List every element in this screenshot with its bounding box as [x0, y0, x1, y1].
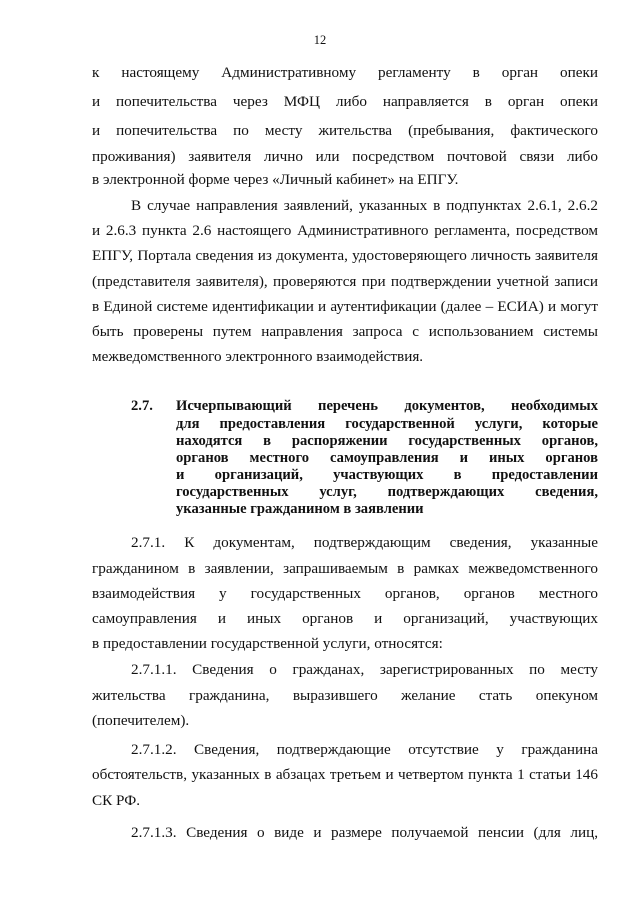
- text-line: в электронной форме через «Личный кабинет» на ЕПГУ.: [92, 171, 459, 188]
- text-line: в предоставлении государственной услуги, относятся:: [92, 635, 443, 652]
- section-number: 2.7.: [131, 398, 153, 414]
- heading-line: Исчерпывающий перечень документов, необходимых: [176, 398, 598, 414]
- text-line: (представителя заявителя), проверяются при подтверждении учетной записи: [92, 273, 598, 290]
- text-line: В случае направления заявлений, указанных в подпунктах 2.6.1, 2.6.2: [131, 197, 598, 214]
- text-line: межведомственного электронного взаимодействия.: [92, 348, 424, 365]
- text-line: 2.7.1.2. Сведения, подтверждающие отсутствие у гражданина: [131, 741, 598, 758]
- heading-line: государственных услуг, подтверждающих сведения,: [176, 484, 598, 500]
- text-line: и 2.6.3 пункта 2.6 настоящего Административного регламента, посредством: [92, 222, 598, 239]
- heading-line: органов местного самоуправления и иных органов: [176, 450, 598, 466]
- text-line: к настоящему Административному регламенту в орган опеки: [92, 64, 598, 81]
- text-line: в Единой системе идентификации и аутентификации (далее – ЕСИА) и могут: [92, 298, 598, 315]
- text-line: 2.7.1.3. Сведения о виде и размере получаемой пенсии (для лиц,: [131, 824, 598, 841]
- text-line: СК РФ.: [92, 792, 141, 809]
- text-line: и попечительства по месту жительства (пребывания, фактического: [92, 122, 598, 139]
- heading-line: указанные гражданином в заявлении: [176, 501, 424, 517]
- page-number: 12: [313, 33, 327, 47]
- text-line: ЕПГУ, Портала сведения из документа, удостоверяющего личность заявителя: [92, 247, 598, 264]
- text-line: быть проверены путем направления запроса с использованием системы: [92, 323, 598, 340]
- text-line: жительства гражданина, выразившего желание стать опекуном: [92, 687, 598, 704]
- text-line: проживания) заявителя лично или посредством почтовой связи либо: [92, 148, 598, 165]
- text-line: (попечителем).: [92, 712, 190, 729]
- heading-line: и организаций, участвующих в предоставлении: [176, 467, 598, 483]
- text-line: самоуправления и иных органов и организаций, участвующих: [92, 610, 598, 627]
- text-line: 2.7.1.1. Сведения о гражданах, зарегистрированных по месту: [131, 661, 598, 678]
- heading-line: для предоставления государственной услуги, которые: [176, 416, 598, 432]
- text-line: гражданином в заявлении, запрашиваемым в рамках межведомственного: [92, 560, 598, 577]
- text-line: взаимодействия у государственных органов, органов местного: [92, 585, 598, 602]
- heading-line: находятся в распоряжении государственных органов,: [176, 433, 598, 449]
- text-line: и попечительства через МФЦ либо направляется в орган опеки: [92, 93, 598, 110]
- text-line: обстоятельств, указанных в абзацах третьем и четвертом пункта 1 статьи 146: [92, 766, 598, 783]
- text-line: 2.7.1. К документам, подтверждающим сведения, указанные: [131, 534, 598, 551]
